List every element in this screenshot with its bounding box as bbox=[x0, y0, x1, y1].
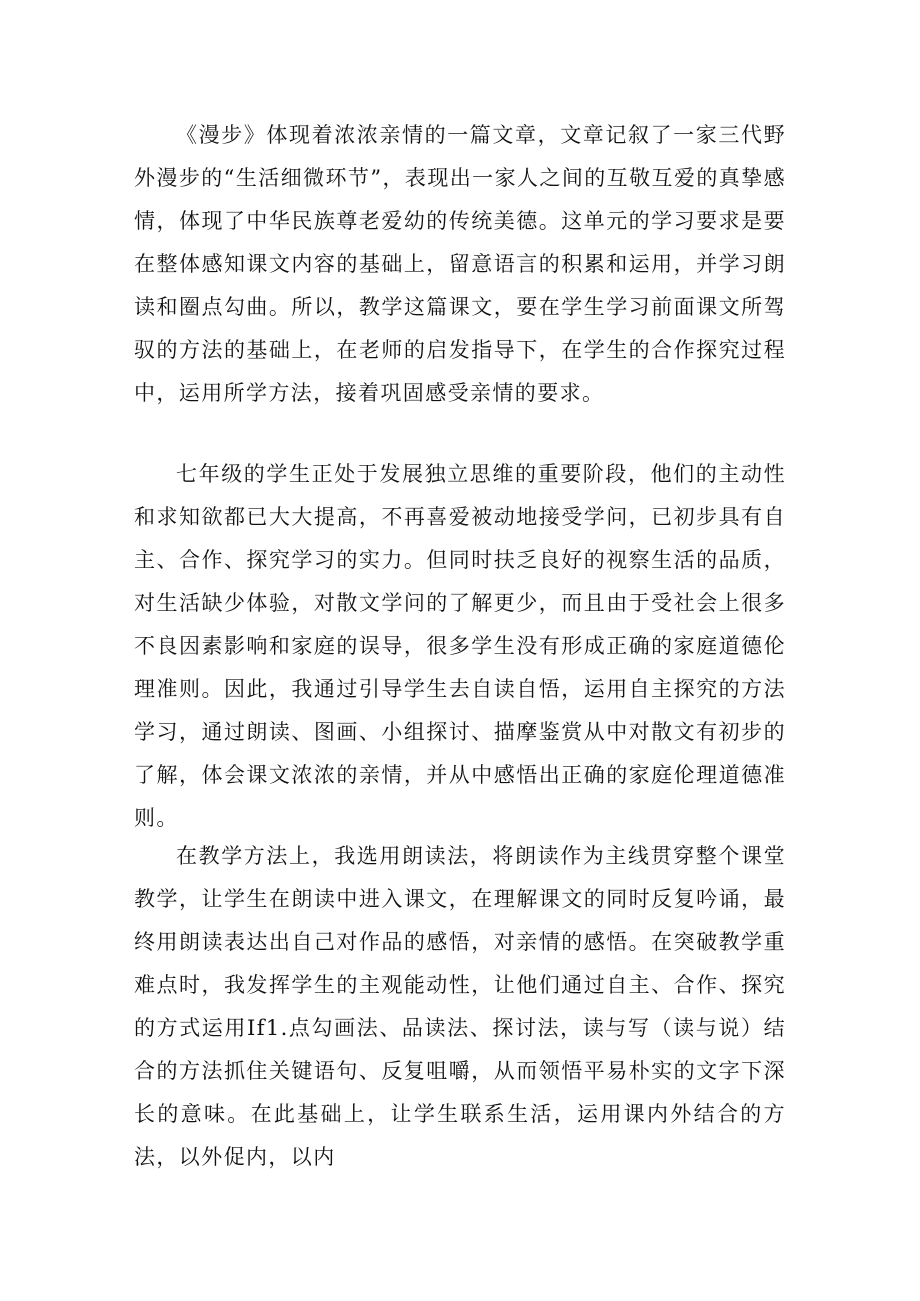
paragraph-teaching-method: 在教学方法上，我选用朗读法，将朗读作为主线贯穿整个课堂教学，让学生在朗读中进入课文，在理解课文的同时反复吟诵，最终用朗读表达出自己对作品的感悟，对亲情的感悟。在突破教学重难点时，我发挥学生的主观能动性，让他们通过自主、合作、探究的方式运用If1.点勾画法、品读法、探讨法，读与写（读与说）结合的方法抓住关键语句、反复咀嚼，从而领悟平易朴实的文字下深长的意味。在此基础上，让学生联系生活，运用课内外结合的方法，以外促内，以内 bbox=[134, 844, 786, 1169]
paragraph-text-analysis: 《漫步》体现着浓浓亲情的一篇文章，文章记叙了一家三代野外漫步的“生活细微环节”，表现出一家人之间的互敬互爱的真挚感情，体现了中华民族尊老爱幼的传统美德。这单元的学习要求是要在整体感知课文内容的基础上，留意语言的积累和运用，并学习朗读和圈点勾曲。所以，教学这篇课文，要在学生学习前面课文所驾驭的方法的基础上，在老师的启发指导下，在学生的合作探究过程中，运用所学方法，接着巩固感受亲情的要求。 bbox=[134, 123, 786, 405]
paragraph-student-analysis: 七年级的学生正处于发展独立思维的重要阶段，他们的主动性和求知欲都已大大提高，不再喜爱被动地接受学问，已初步具有自主、合作、探究学习的实力。但同时扶乏良好的视察生活的品质，对生活缺少体验，对散文学问的了解更少，而且由于受社会上很多不良因素影响和家庭的误导，很多学生没有形成正确的家庭道德伦理准则。因此，我通过引导学生去自读自悟，运用自主探究的方法学习，通过朗读、图画、小组探讨、描摩鉴赏从中对散文有初步的了解，体会课文浓浓的亲情，并从中感悟出正确的家庭伦理道德准则。 bbox=[134, 462, 786, 830]
